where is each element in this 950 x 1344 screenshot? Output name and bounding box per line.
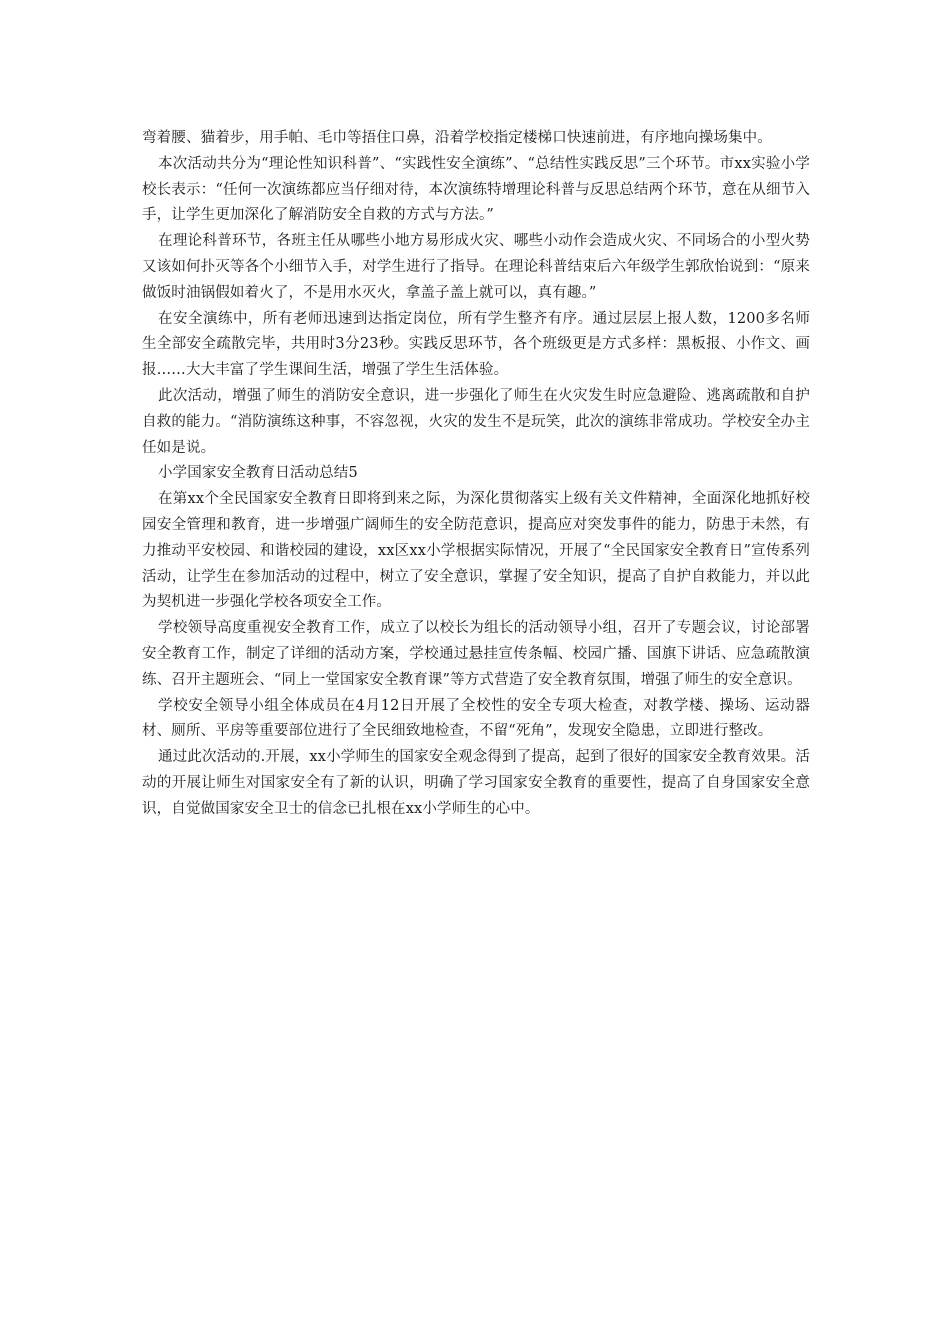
- paragraph-leadership: 学校领导高度重视安全教育工作，成立了以校长为组长的活动领导小组，召开了专题会议，讨论部署安全教育工作，制定了详细的活动方案，学校通过悬挂宣传条幅、校园广播、国旗下讲话、应急疏散演练、召开主题班会、“同上一堂国家安全教育课”等方式营造了安全教育氛围，增强了师生的安全意识。: [142, 620, 810, 688]
- paragraph-conclusion: 通过此次活动的.开展，xx小学师生的国家安全观念得到了提高，起到了很好的国家安全教育效果。活动的开展让师生对国家安全有了新的认识，明确了学习国家安全教育的重要性，提高了自身国家安全意识，自觉做国家安全卫士的信念已扎根在xx小学师生的心中。: [142, 749, 810, 817]
- section-title: 小学国家安全教育日活动总结5: [158, 465, 358, 482]
- paragraph-activity-structure: 本次活动共分为“理论性知识科普”、“实践性安全演练”、“总结性实践反思”三个环节。市xx实验小学校长表示：“任何一次演练都应当仔细对待，本次演练特增理论科普与反思总结两个环节，意在从细节入手，让学生更加深化了解消防安全自救的方式与方法。”: [142, 155, 810, 224]
- paragraph-continued: 弯着腰、猫着步，用手帕、毛巾等捂住口鼻，沿着学校指定楼梯口快速前进，有序地向操场集中。: [142, 130, 772, 146]
- paragraph-section-intro: 在第xx个全民国家安全教育日即将到来之际，为深化贯彻落实上级有关文件精神，全面深化地抓好校园安全管理和教育，进一步增强广阔师生的安全防范意识，提高应对突发事件的能力，防患于未然，有力推动平安校园、和谐校园的建设，xx区xx小学根据实际情况，开展了“全民国家安全教育日”宣传系列活动，让学生在参加活动的过程中，树立了安全意识，掌握了安全知识，提高了自护自救能力，并以此为契机进一步强化学校各项安全工作。: [142, 491, 810, 611]
- paragraph-activity-result: 此次活动，增强了师生的消防安全意识，进一步强化了师生在火灾发生时应急避险、逃离疏散和自护自救的能力。“消防演练这种事，不容忽视，火灾的发生不是玩笑，此次的演练非常成功。学校安全办主任如是说。: [142, 387, 810, 456]
- paragraph-theory-session: 在理论科普环节，各班主任从哪些小地方易形成火灾、哪些小动作会造成火灾、不同场合的小型火势又该如何扑灭等各个小细节入手，对学生进行了指导。在理论科普结束后六年级学生郭欣怡说到：“原来做饭时油锅假如着火了，不是用水灭火，拿盖子盖上就可以，真有趣。”: [142, 233, 810, 301]
- paragraph-safety-drill: 在安全演练中，所有老师迅速到达指定岗位，所有学生整齐有序。通过层层上报人数，1200多名师生全部安全疏散完毕，共用时3分23秒。实践反思环节，各个班级更是方式多样：黑板报、小作文、画报……大大丰富了学生课间生活，增强了学生生活体验。: [142, 310, 810, 379]
- document-body: [142, 126, 810, 823]
- paragraph-inspection: 学校安全领导小组全体成员在4月12日开展了全校性的安全专项大检查，对教学楼、操场、运动器材、厕所、平房等重要部位进行了全民细致地检查，不留“死角”，发现安全隐患，立即进行整改。: [142, 697, 810, 740]
